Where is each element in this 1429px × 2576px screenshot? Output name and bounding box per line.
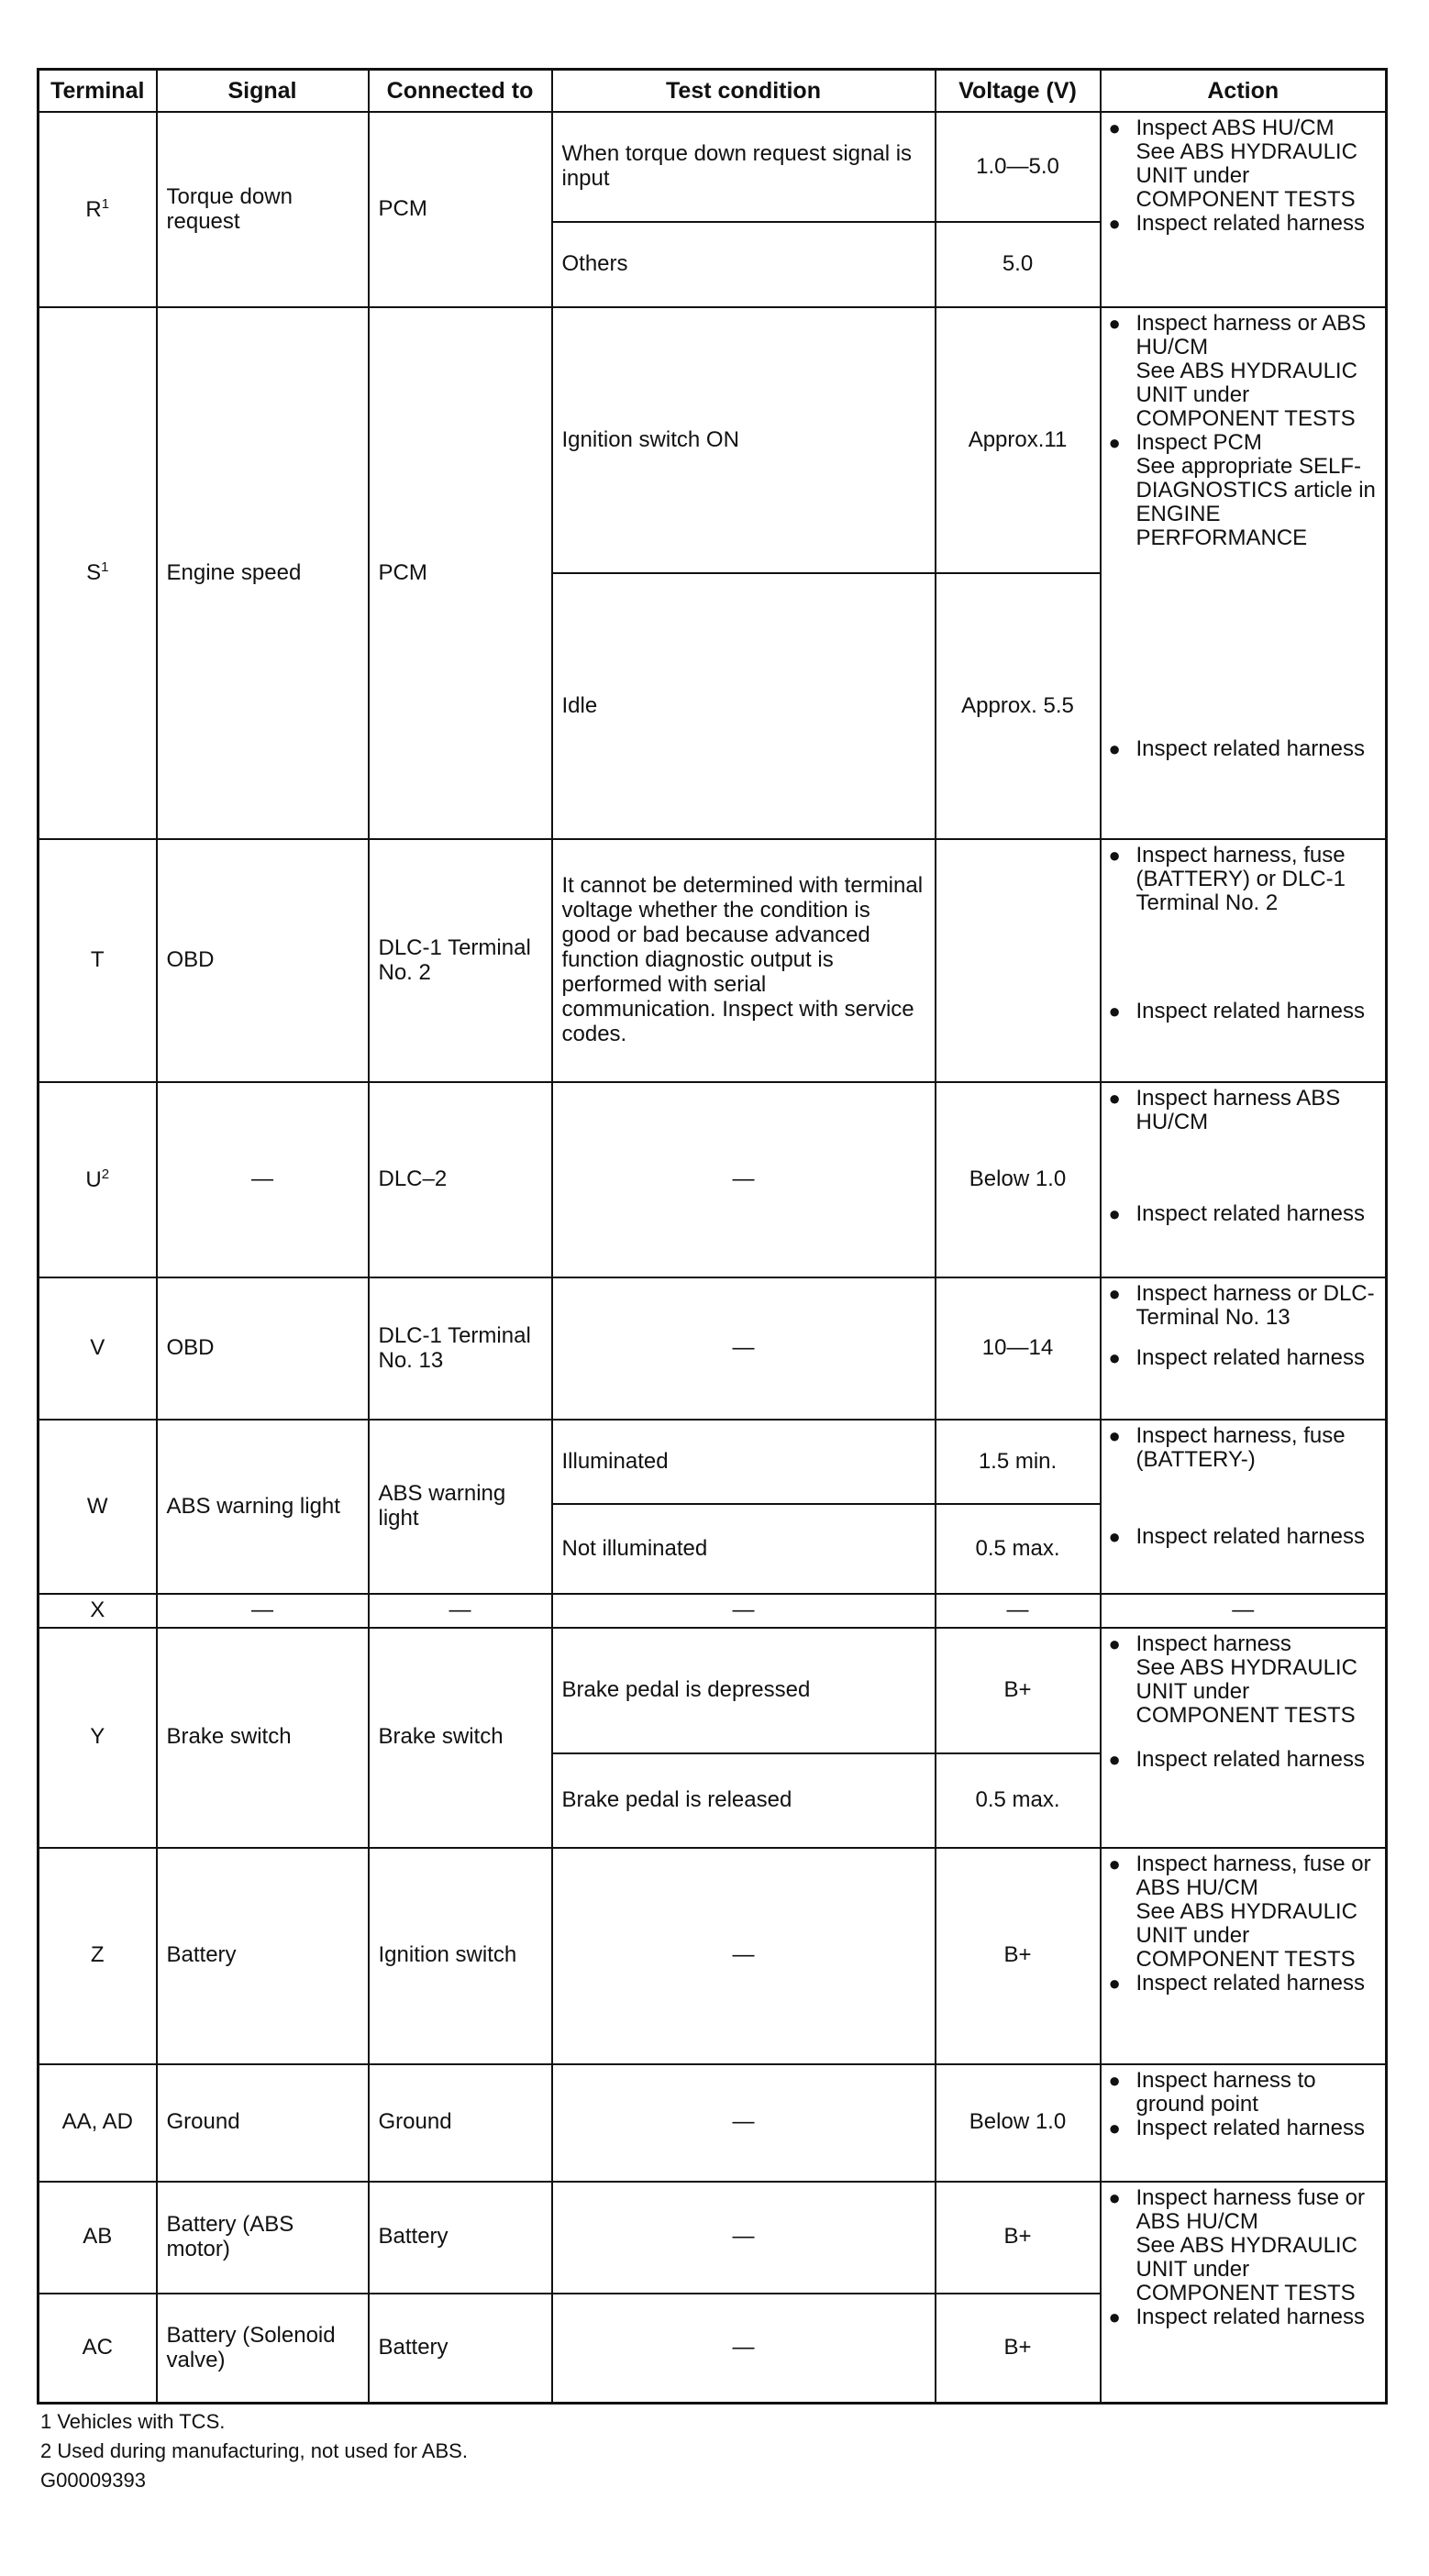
- signal-cell: Torque down request: [157, 112, 369, 307]
- voltage-cell: B+: [936, 2182, 1101, 2294]
- table-row: [39, 112, 1387, 222]
- connected-cell: Ground: [369, 2064, 552, 2182]
- signal-cell: Brake switch: [157, 1628, 369, 1848]
- connected-cell: —: [369, 1594, 552, 1628]
- connected-cell: Battery: [369, 2294, 552, 2404]
- terminal-cell: Z: [39, 1848, 157, 2064]
- terminal-cell: $S^1$: [39, 307, 157, 839]
- header-connected-to: Connected to: [369, 70, 552, 113]
- signal-cell: —: [157, 1082, 369, 1277]
- condition-cell: Idle: [552, 573, 936, 839]
- condition-cell: Illuminated: [552, 1420, 936, 1504]
- action-cell: ● Inspect harness, fuse (BATTERY) or DLC-1 Terminal No. 2 ● Inspect related harness: [1101, 839, 1387, 1082]
- voltage-cell: B+: [936, 1628, 1101, 1753]
- bullet-icon: ●: [1108, 844, 1121, 867]
- condition-cell: It cannot be determined with terminal voltage whether the condition is good or bad because advanced function diagnostic output is performed with serial communication. Inspect with service codes.: [552, 839, 936, 1082]
- table-row: [39, 839, 1387, 1082]
- action-cell: ● Inspect harness or ABS HU/CM See ABS HYDRAULIC UNIT under COMPONENT TESTS ● Inspect PCM See appropriate SELF-DIAGNOSTICS article in ENGINE PERFORMANCE ● Inspect related harness: [1101, 307, 1387, 839]
- bullet-icon: ●: [1108, 1424, 1121, 1447]
- voltage-cell: 1.5 min.: [936, 1420, 1101, 1504]
- connected-cell: DLC-1 Terminal No. 13: [369, 1277, 552, 1420]
- voltage-cell: —: [936, 1594, 1101, 1628]
- action-cell: ● Inspect harness ABS HU/CM ● Inspect related harness: [1101, 1082, 1387, 1277]
- signal-cell: ABS warning light: [157, 1420, 369, 1594]
- condition-cell: —: [552, 1594, 936, 1628]
- table-row: [39, 1628, 1387, 1753]
- action-cell: ● Inspect ABS HU/CM See ABS HYDRAULIC UNIT under COMPONENT TESTS ● Inspect related harness: [1101, 112, 1387, 307]
- condition-cell: Others: [552, 222, 936, 307]
- header-signal: Signal: [157, 70, 369, 113]
- signal-cell: Battery (Solenoid valve): [157, 2294, 369, 2404]
- connected-cell: Battery: [369, 2182, 552, 2294]
- bullet-icon: ●: [1108, 1000, 1121, 1023]
- voltage-cell: 0.5 max.: [936, 1753, 1101, 1848]
- bullet-icon: ●: [1108, 212, 1121, 235]
- action-cell: —: [1101, 1594, 1387, 1628]
- bullet-icon: ●: [1108, 1087, 1121, 1110]
- signal-cell: OBD: [157, 839, 369, 1082]
- condition-cell: When torque down request signal is input: [552, 112, 936, 222]
- bullet-icon: ●: [1108, 1971, 1121, 1995]
- footnote-2: 2 Used during manufacturing, not used for ABS.: [40, 2439, 468, 2462]
- bullet-icon: ●: [1108, 2305, 1121, 2328]
- terminal-cell: $R^1$: [39, 112, 157, 307]
- header-terminal: Terminal: [39, 70, 157, 113]
- connected-cell: PCM: [369, 307, 552, 839]
- table-row: [39, 1594, 1387, 1628]
- signal-cell: Engine speed: [157, 307, 369, 839]
- footnotes: [40, 2407, 468, 2495]
- condition-cell: —: [552, 1277, 936, 1420]
- terminal-cell: T: [39, 839, 157, 1082]
- terminal-voltage-table-wrapper: [37, 68, 1385, 2405]
- signal-cell: OBD: [157, 1277, 369, 1420]
- bullet-icon: ●: [1108, 1631, 1121, 1655]
- action-cell: ● Inspect harness to ground point ● Inspect related harness: [1101, 2064, 1387, 2182]
- bullet-icon: ●: [1108, 1525, 1121, 1548]
- terminal-cell: AA, AD: [39, 2064, 157, 2182]
- header-test-condition: Test condition: [552, 70, 936, 113]
- action-cell: ● Inspect harness, fuse (BATTERY-) ● Inspect related harness: [1101, 1420, 1387, 1594]
- connected-cell: Brake switch: [369, 1628, 552, 1848]
- action-cell: ● Inspect harness See ABS HYDRAULIC UNIT under COMPONENT TESTS ● Inspect related harness: [1101, 1628, 1387, 1848]
- connected-cell: Ignition switch: [369, 1848, 552, 2064]
- table-header-row: [39, 70, 1387, 113]
- table-row: [39, 1420, 1387, 1504]
- signal-cell: Battery: [157, 1848, 369, 2064]
- table-row: [39, 2182, 1387, 2294]
- terminal-cell: AC: [39, 2294, 157, 2404]
- table-row: [39, 1277, 1387, 1420]
- bullet-icon: ●: [1108, 2116, 1121, 2139]
- signal-cell: Ground: [157, 2064, 369, 2182]
- terminal-voltage-table: [37, 68, 1388, 2405]
- condition-cell: Ignition switch ON: [552, 307, 936, 573]
- voltage-cell: B+: [936, 1848, 1101, 2064]
- signal-cell: —: [157, 1594, 369, 1628]
- action-cell: ● Inspect harness or DLC- Terminal No. 13 ● Inspect related harness: [1101, 1277, 1387, 1420]
- voltage-cell: Approx.11: [936, 307, 1101, 573]
- condition-cell: Brake pedal is depressed: [552, 1628, 936, 1753]
- voltage-cell: 5.0: [936, 222, 1101, 307]
- terminal-cell: $U^2$: [39, 1082, 157, 1277]
- bullet-icon: ●: [1108, 2185, 1121, 2209]
- terminal-cell: X: [39, 1594, 157, 1628]
- terminal-cell: V: [39, 1277, 157, 1420]
- terminal-cell: Y: [39, 1628, 157, 1848]
- terminal-cell: AB: [39, 2182, 157, 2294]
- voltage-cell: 10—14: [936, 1277, 1101, 1420]
- terminal-cell: W: [39, 1420, 157, 1594]
- condition-cell: —: [552, 2182, 936, 2294]
- footnote-1: 1 Vehicles with TCS.: [40, 2410, 226, 2433]
- voltage-cell: 0.5 max.: [936, 1504, 1101, 1594]
- condition-cell: —: [552, 1848, 936, 2064]
- action-cell: ● Inspect harness fuse or ABS HU/CM See ABS HYDRAULIC UNIT under COMPONENT TESTS ● Inspect related harness: [1101, 2182, 1387, 2404]
- condition-cell: Brake pedal is released: [552, 1753, 936, 1848]
- bullet-icon: ●: [1108, 312, 1121, 335]
- action-cell: ● Inspect harness, fuse or ABS HU/CM See ABS HYDRAULIC UNIT under COMPONENT TESTS ● Inspect related harness: [1101, 1848, 1387, 2064]
- bullet-icon: ●: [1108, 2068, 1121, 2092]
- voltage-cell: Below 1.0: [936, 2064, 1101, 2182]
- condition-cell: Not illuminated: [552, 1504, 936, 1594]
- connected-cell: ABS warning light: [369, 1420, 552, 1594]
- connected-cell: PCM: [369, 112, 552, 307]
- header-action: Action: [1101, 70, 1387, 113]
- table-row: [39, 1848, 1387, 2064]
- condition-cell: —: [552, 2294, 936, 2404]
- voltage-cell: [936, 839, 1101, 1082]
- bullet-icon: ●: [1108, 431, 1121, 454]
- table-row: [39, 1082, 1387, 1277]
- bullet-icon: ●: [1108, 116, 1121, 139]
- voltage-cell: Approx. 5.5: [936, 573, 1101, 839]
- connected-cell: DLC-1 Terminal No. 2: [369, 839, 552, 1082]
- connected-cell: DLC–2: [369, 1082, 552, 1277]
- voltage-cell: Below 1.0: [936, 1082, 1101, 1277]
- condition-cell: —: [552, 2064, 936, 2182]
- header-voltage: Voltage (V): [936, 70, 1101, 113]
- table-row: [39, 2064, 1387, 2182]
- condition-cell: —: [552, 1082, 936, 1277]
- bullet-icon: ●: [1108, 1346, 1121, 1369]
- bullet-icon: ●: [1108, 1747, 1121, 1771]
- table-row: [39, 307, 1387, 573]
- bullet-icon: ●: [1108, 737, 1121, 760]
- voltage-cell: 1.0—5.0: [936, 112, 1101, 222]
- bullet-icon: ●: [1108, 1852, 1121, 1875]
- signal-cell: Battery (ABS motor): [157, 2182, 369, 2294]
- bullet-icon: ●: [1108, 1282, 1121, 1305]
- bullet-icon: ●: [1108, 1202, 1121, 1225]
- figure-code: G00009393: [40, 2469, 146, 2492]
- voltage-cell: B+: [936, 2294, 1101, 2404]
